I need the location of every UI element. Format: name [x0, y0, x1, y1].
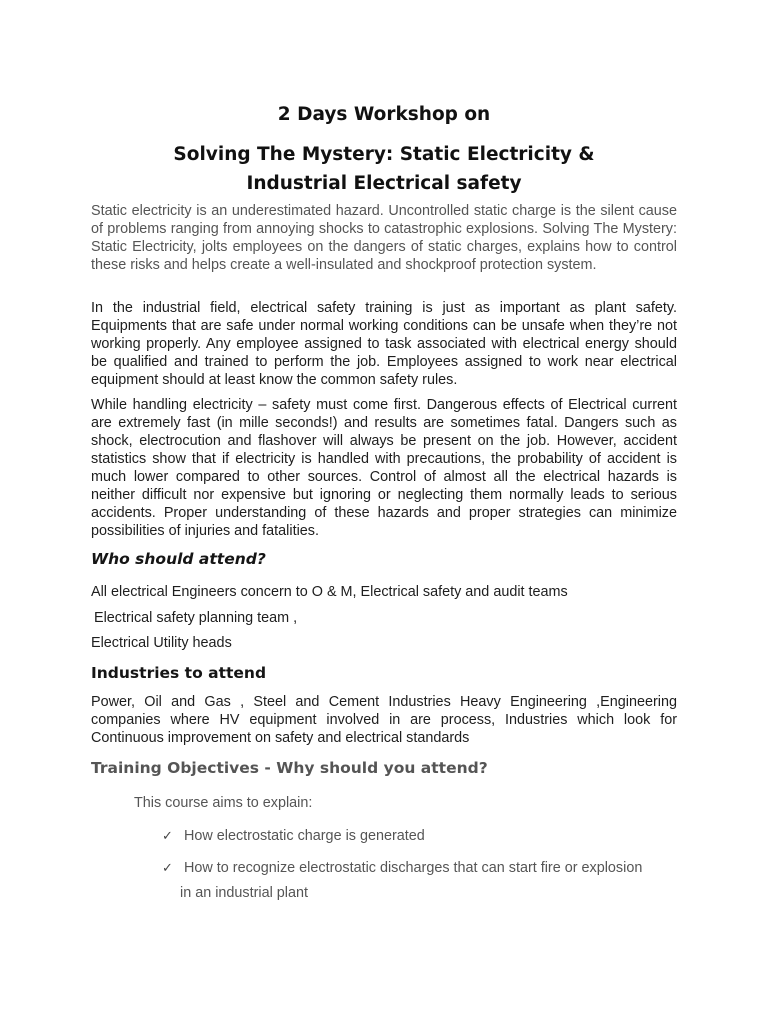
objective-text: How to recognize electrostatic discharges that can start fire or explosion	[184, 860, 643, 876]
intro-paragraph-industrial: In the industrial field, electrical safety training is just as important as plant safety. Equipments that are safe under normal working conditions can be unsafe when they’re not working properly. Any employee assigned to task associated with electrical energy should be qualified and trained to perform the job. Employees assigned to work near electrical equipment should at least know the common safety rules.	[91, 300, 677, 388]
workshop-title-line2: Solving The Mystery: Static Electricity & Industrial Electrical safety	[173, 144, 595, 194]
industries-paragraph: Power, Oil and Gas , Steel and Cement Industries Heavy Engineering ,Engineering companies where HV equipment involved in are process, Industries which look for Continuous improvement on safety and electrical standards	[91, 694, 677, 746]
objective-text-continuation: in an industrial plant	[180, 885, 308, 901]
workshop-title-line1: 2 Days Workshop on	[277, 104, 491, 125]
objective-text: How electrostatic charge is generated	[184, 828, 425, 844]
attendee-item: All electrical Engineers concern to O & M, Electrical safety and audit teams	[91, 584, 568, 600]
who-should-attend-heading: Who should attend?	[91, 550, 266, 568]
attendee-item: Electrical Utility heads	[91, 635, 232, 651]
intro-paragraph-handling: While handling electricity – safety must come first. Dangerous effects of Electrical current are extremely fast (in mille seconds!) and results are sometimes fatal. Dangers such as shock, electrocution and flashover will always be present on the job. However, accident statistics show that if electricity is handled with precautions, the probability of accident is much lower compared to other sources. Control of almost all the electrical hazards is neither difficult nor expensive but ignoring or neglecting them normally leads to serious accidents. Proper understanding of these hazards and proper strategies can minimize possibilities of injuries and fatalities.	[91, 397, 677, 539]
objective-item	[162, 856, 678, 906]
checkmark-icon: ✓	[162, 861, 173, 876]
checkmark-icon: ✓	[162, 829, 173, 844]
attendee-item: Electrical safety planning team ,	[94, 610, 298, 626]
industries-heading: Industries to attend	[91, 664, 267, 682]
objective-item	[162, 824, 678, 849]
objectives-intro: This course aims to explain:	[134, 795, 313, 811]
training-objectives-heading: Training Objectives - Why should you attend?	[91, 759, 488, 777]
intro-paragraph-static: Static electricity is an underestimated hazard. Uncontrolled static charge is the silent cause of problems ranging from annoying shocks to catastrophic explosions. Solving The Mystery: Static Electricity, jolts employees on the dangers of static charges, explains how to control these risks and helps create a well-insulated and shockproof protection system.	[91, 203, 677, 273]
